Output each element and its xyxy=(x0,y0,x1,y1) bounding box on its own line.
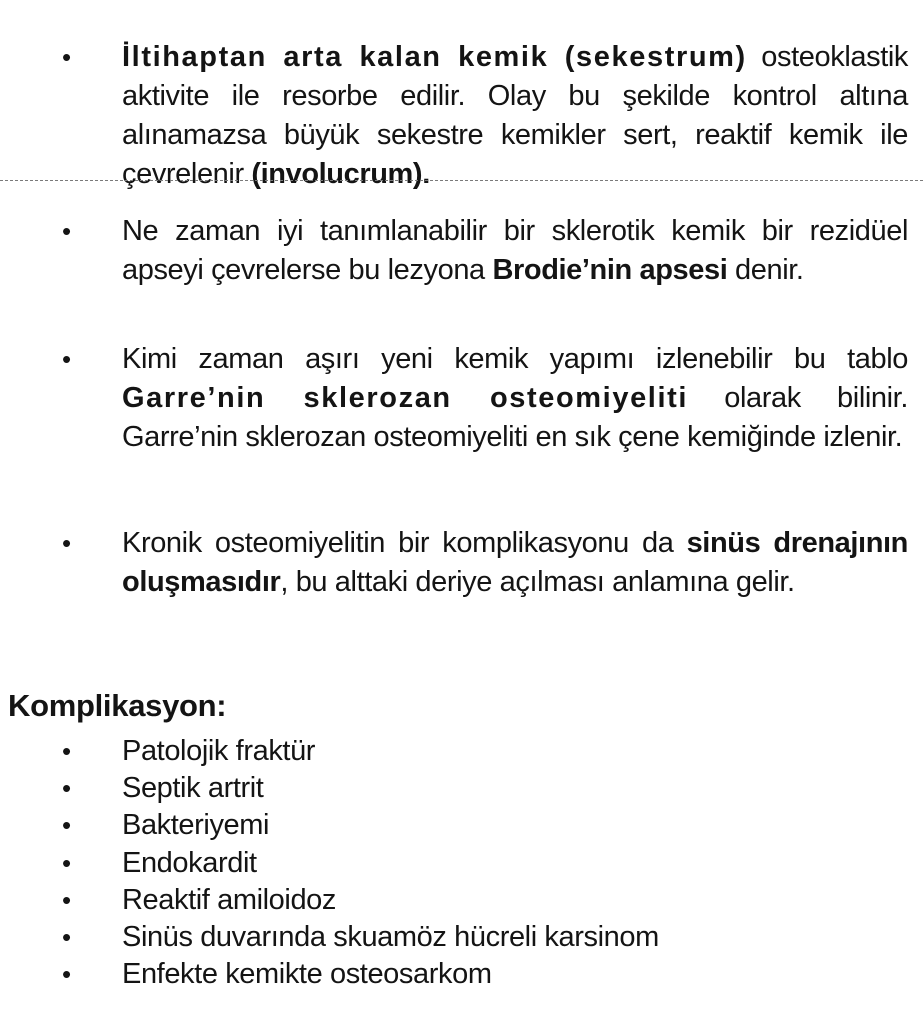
list-item xyxy=(62,919,659,956)
bullet-icon: • xyxy=(62,773,71,804)
term-brodie-apsesi: Brodie’nin apsesi xyxy=(492,254,728,286)
list-item-text: Enfekte kemikte osteosarkom xyxy=(122,958,492,991)
bullet-icon: • xyxy=(62,959,71,990)
paragraph-text: osteoklastik aktivite ile resorbe edilir. Olay bu şekilde kontrol altına alınamazsa büyük sekestre kemikler sert, reaktif kemik ile çevrelenir xyxy=(122,41,909,190)
bullet-icon: • xyxy=(62,922,71,953)
list-item-text: Patolojik fraktür xyxy=(122,735,316,767)
paragraph-text: , bu alttaki deriye açılması anlamına gelir. xyxy=(280,566,795,598)
bullet-icon: • xyxy=(62,736,71,766)
list-item xyxy=(62,882,659,919)
bullet-paragraph-brodie xyxy=(62,212,908,290)
list-item-text: Sinüs duvarında skuamöz hücreli karsinom xyxy=(122,921,659,954)
bullet-icon: • xyxy=(62,810,71,841)
bullet-icon: • xyxy=(62,42,71,72)
list-item xyxy=(62,770,659,807)
paragraph-text: denir. xyxy=(727,254,804,286)
bullet-paragraph-sekestrum xyxy=(62,38,909,194)
bullet-icon: • xyxy=(62,344,71,374)
bullet-paragraph-garre xyxy=(62,340,908,457)
paragraph-text: Ne zaman iyi tanımlanabilir bir sklerotik kemik bir rezidüel apseyi çevrelerse bu lezyona xyxy=(122,215,908,286)
bullet-icon: • xyxy=(62,884,71,915)
term-sekestrum: İltihaptan arta kalan kemik (sekestrum) xyxy=(122,41,747,73)
term-sinus-drenaji: sinüs drenajının oluşmasıdır xyxy=(122,527,908,598)
complications-list xyxy=(62,733,659,993)
list-item xyxy=(62,845,659,882)
bullet-paragraph-sinus-drenaji xyxy=(62,524,908,602)
paragraph-text: Kimi zaman aşırı yeni kemik yapımı izlenebilir bu tablo xyxy=(122,343,908,375)
bullet-icon: • xyxy=(62,847,71,878)
paragraph-text: olarak bilinir. Garre’nin sklerozan osteomiyeliti en sık çene kemiğinde izlenir. xyxy=(122,382,908,453)
list-item xyxy=(62,956,659,993)
list-item-text: Septik artrit xyxy=(122,772,264,805)
list-item-text: Reaktif amiloidoz xyxy=(122,883,337,916)
list-item-text: Endokardit xyxy=(122,846,257,879)
term-involucrum: (involucrum). xyxy=(251,158,430,190)
section-heading-komplikasyon: Komplikasyon: xyxy=(8,688,227,723)
horizontal-divider xyxy=(0,180,923,181)
list-item xyxy=(62,807,659,844)
list-item xyxy=(62,733,659,770)
list-item-text: Bakteriyemi xyxy=(122,809,270,842)
term-garre-osteomiyelit: Garre’nin sklerozan osteomiyeliti xyxy=(122,382,689,414)
bullet-icon: • xyxy=(62,216,71,246)
paragraph-text: Kronik osteomiyelitin bir komplikasyonu da xyxy=(122,527,687,559)
bullet-icon: • xyxy=(62,528,71,558)
